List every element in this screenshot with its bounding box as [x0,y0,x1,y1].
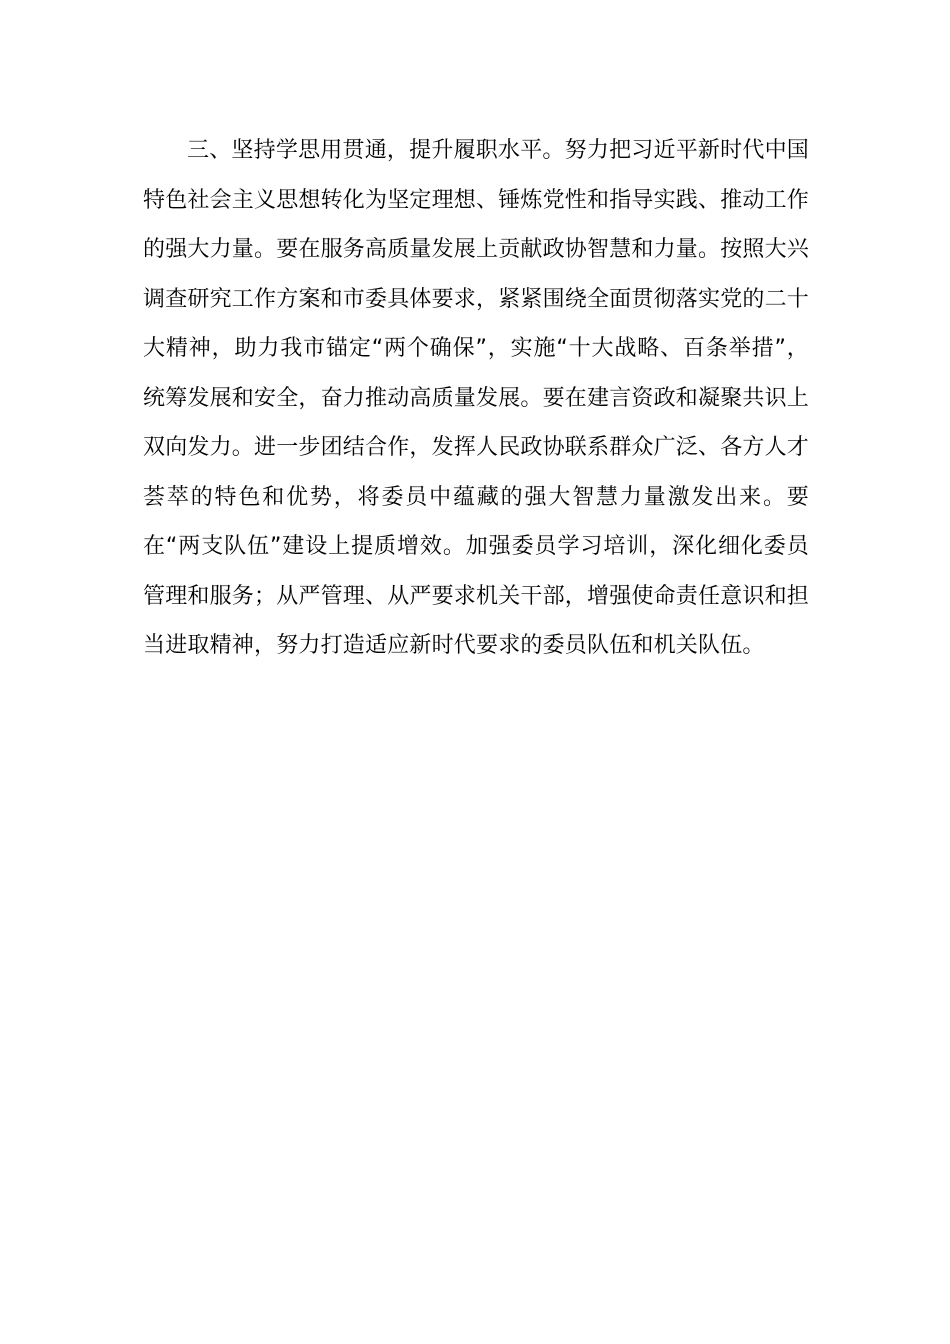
body-paragraph: 三、坚持学思用贯通，提升履职水平。努力把习近平新时代中国特色社会主义思想转化为坚定理想、锤炼党性和指导实践、推动工作的强大力量。要在服务高质量发展上贡献政协智慧和力量。按照大兴调查研究工作方案和市委具体要求，紧紧围绕全面贯彻落实党的二十大精神，助力我市锚定“两个确保”，实施“十大战略、百条举措”，统筹发展和安全，奋力推动高质量发展。要在建言资政和凝聚共识上双向发力。进一步团结合作，发挥人民政协联系群众广泛、各方人才荟萃的特色和优势，将委员中蕴藏的强大智慧力量激发出来。要在“两支队伍”建设上提质增效。加强委员学习培训，深化细化委员管理和服务；从严管理、从严要求机关干部，增强使命责任意识和担当进取精神，努力打造适应新时代要求的委员队伍和机关队伍。 [143,138,810,658]
